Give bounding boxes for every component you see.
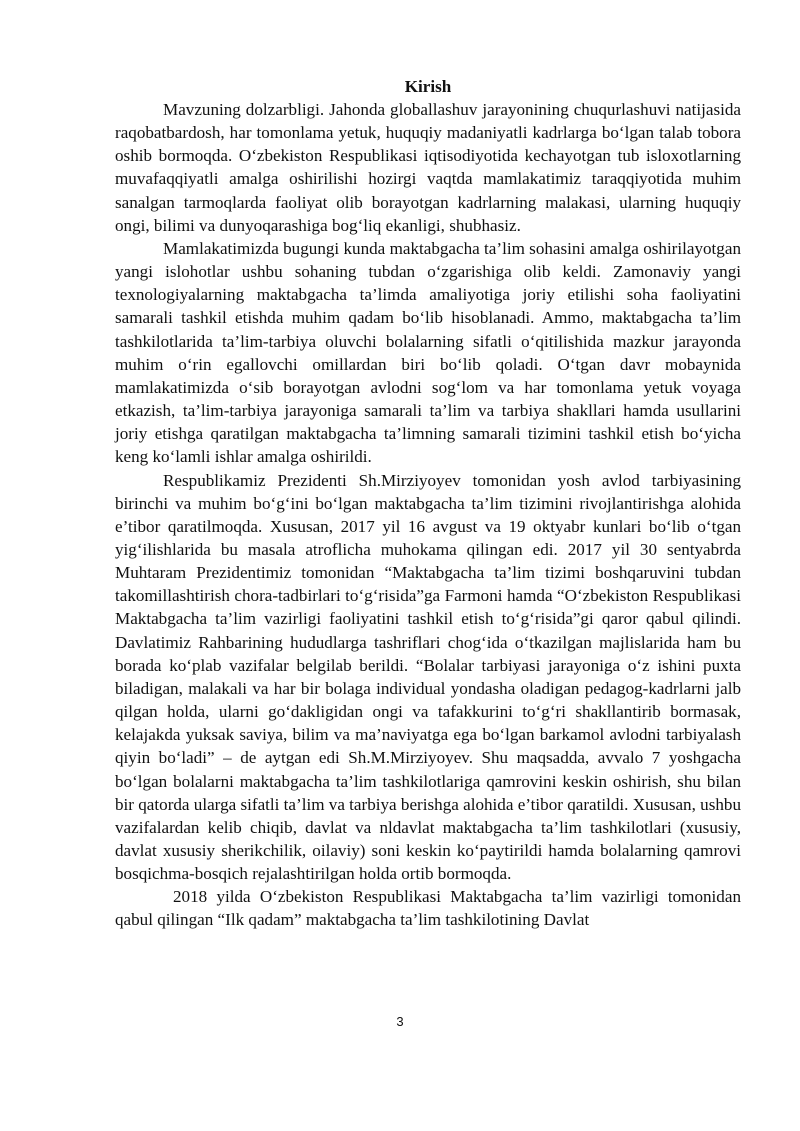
document-page	[115, 72, 741, 932]
paragraph-relevance: Mavzuning dolzarbligi. Jahonda globallashuv jarayonining chuqurlashuvi natijasida raqobatbardosh, har tomonlama yetuk, huquqiy madaniyatli kadrlarga bo‘lgan talab tobora oshib bormoqda. O‘zbekiston Respublikasi iqtisodiyotida kechayotgan tub isloxotlarning muvafaqqiyatli amalga oshirilishi hozirgi vaqtda mamlakatimiz taraqqiyotida muhim sanalgan tarmoqlarda faoliyat olib borayotgan kadrlarning malakasi, ularning huquqiy ongi, bilimi va dunyoqarashiga bog‘liq ekanligi, shubhasiz.	[115, 100, 741, 235]
page-number: 3	[396, 1014, 404, 1029]
paragraph-ilk-qadam: 2018 yilda O‘zbekiston Respublikasi Maktabgacha ta’lim vazirligi tomonidan qabul qilingan “Ilk qadam” maktabgacha ta’lim tashkilotining Davlat	[115, 887, 741, 930]
paragraph-president: Respublikamiz Prezidenti Sh.Mirziyoyev tomonidan yosh avlod tarbiyasining birinchi va muhim bo‘g‘ini bo‘lgan maktabgacha ta’lim tizimini rivojlantirishga alohida e’tibor qaratilmoqda. Xususan, 2017 yil 16 avgust va 19 oktyabr kunlari bo‘lib o‘tgan yig‘ilishlarida bu masala atroflicha muhokama qilingan edi. 2017 yil 30 sentyabrda Muhtaram Prezidentimiz tomonidan “Maktabgacha ta’lim tizimi boshqaruvini tubdan takomillashtirish chora-tadbirlari to‘g‘risida”ga Farmoni hamda “O‘zbekiston Respublikasi Maktabgacha ta’lim vazirligi faoliyatini tashkil etish to‘g‘risida”gi qaror qabul qilindi. Davlatimiz Rahbarining hududlarga tashriflari chog‘ida o‘tkazilgan majlislarida ham bu borada ko‘plab vazifalar belgilab berildi. “Bolalar tarbiyasi jarayoniga o‘z ishini puxta biladigan, malakali va har bir bolaga individual yondasha oladigan pedagog-kadrlarni jalb qilgan holda, ularni go‘dakligidan ongi va tafakkurini to‘g‘ri shakllantirib bormasak, kelajakda yuksak saviya, bilim va ma’naviyatga ega bo‘lgan barkamol avlodni tarbiyalash qiyin bo‘ladi” – de aytgan edi Sh.M.Mirziyoyev. Shu maqsadda, avvalo 7 yoshgacha bo‘lgan bolalarni maktabgacha ta’lim tashkilotlariga qamrovini keskin oshirish, shu bilan bir qatorda ularga sifatli ta’lim va tarbiya berishga alohida e’tibor qaratildi. Xususan, ushbu vazifalardan kelib chiqib, davlat va nldavlat maktabgacha ta’lim tashkilotlari (xususiy, davlat xususiy sherikchilik, oilaviy) soni keskin ko‘paytirildi hamda bolalarning qamrovi bosqichma-bosqich rejalashtirilgan holda ortib bormoqda.	[115, 470, 741, 884]
section-heading: Kirish	[404, 77, 452, 96]
paragraph-reforms: Mamlakatimizda bugungi kunda maktabgacha ta’lim sohasini amalga oshirilayotgan yangi islohotlar ushbu sohaning tubdan o‘zgarishiga olib keldi. Zamonaviy yangi texnologiyalarning maktabgacha ta’limda amaliyotiga joriy etilishi soha faoliyatini samarali tashkil etishda muhim qadam bo‘lib hisoblanadi. Ammo, maktabgacha ta’lim tashkilotlarida ta’lim-tarbiya oluvchi bolalarning sifatli o‘qitilishida mazkur jarayonda muhim o‘rin egallovchi omillardan biri bo‘lib qoladi. O‘tgan davr mobaynida mamlakatimizda o‘sib borayotgan avlodni sog‘lom va har tomonlama yetuk voyaga etkazish, ta’lim-tarbiya jarayoniga samarali ta’lim va tarbiya shakllari hamda usullarini joriy etishga qaratilgan maktabgacha ta’limning samarali tizimini tashkil etish bo‘yicha keng ko‘lamli ishlar amalga oshirildi.	[115, 238, 741, 467]
